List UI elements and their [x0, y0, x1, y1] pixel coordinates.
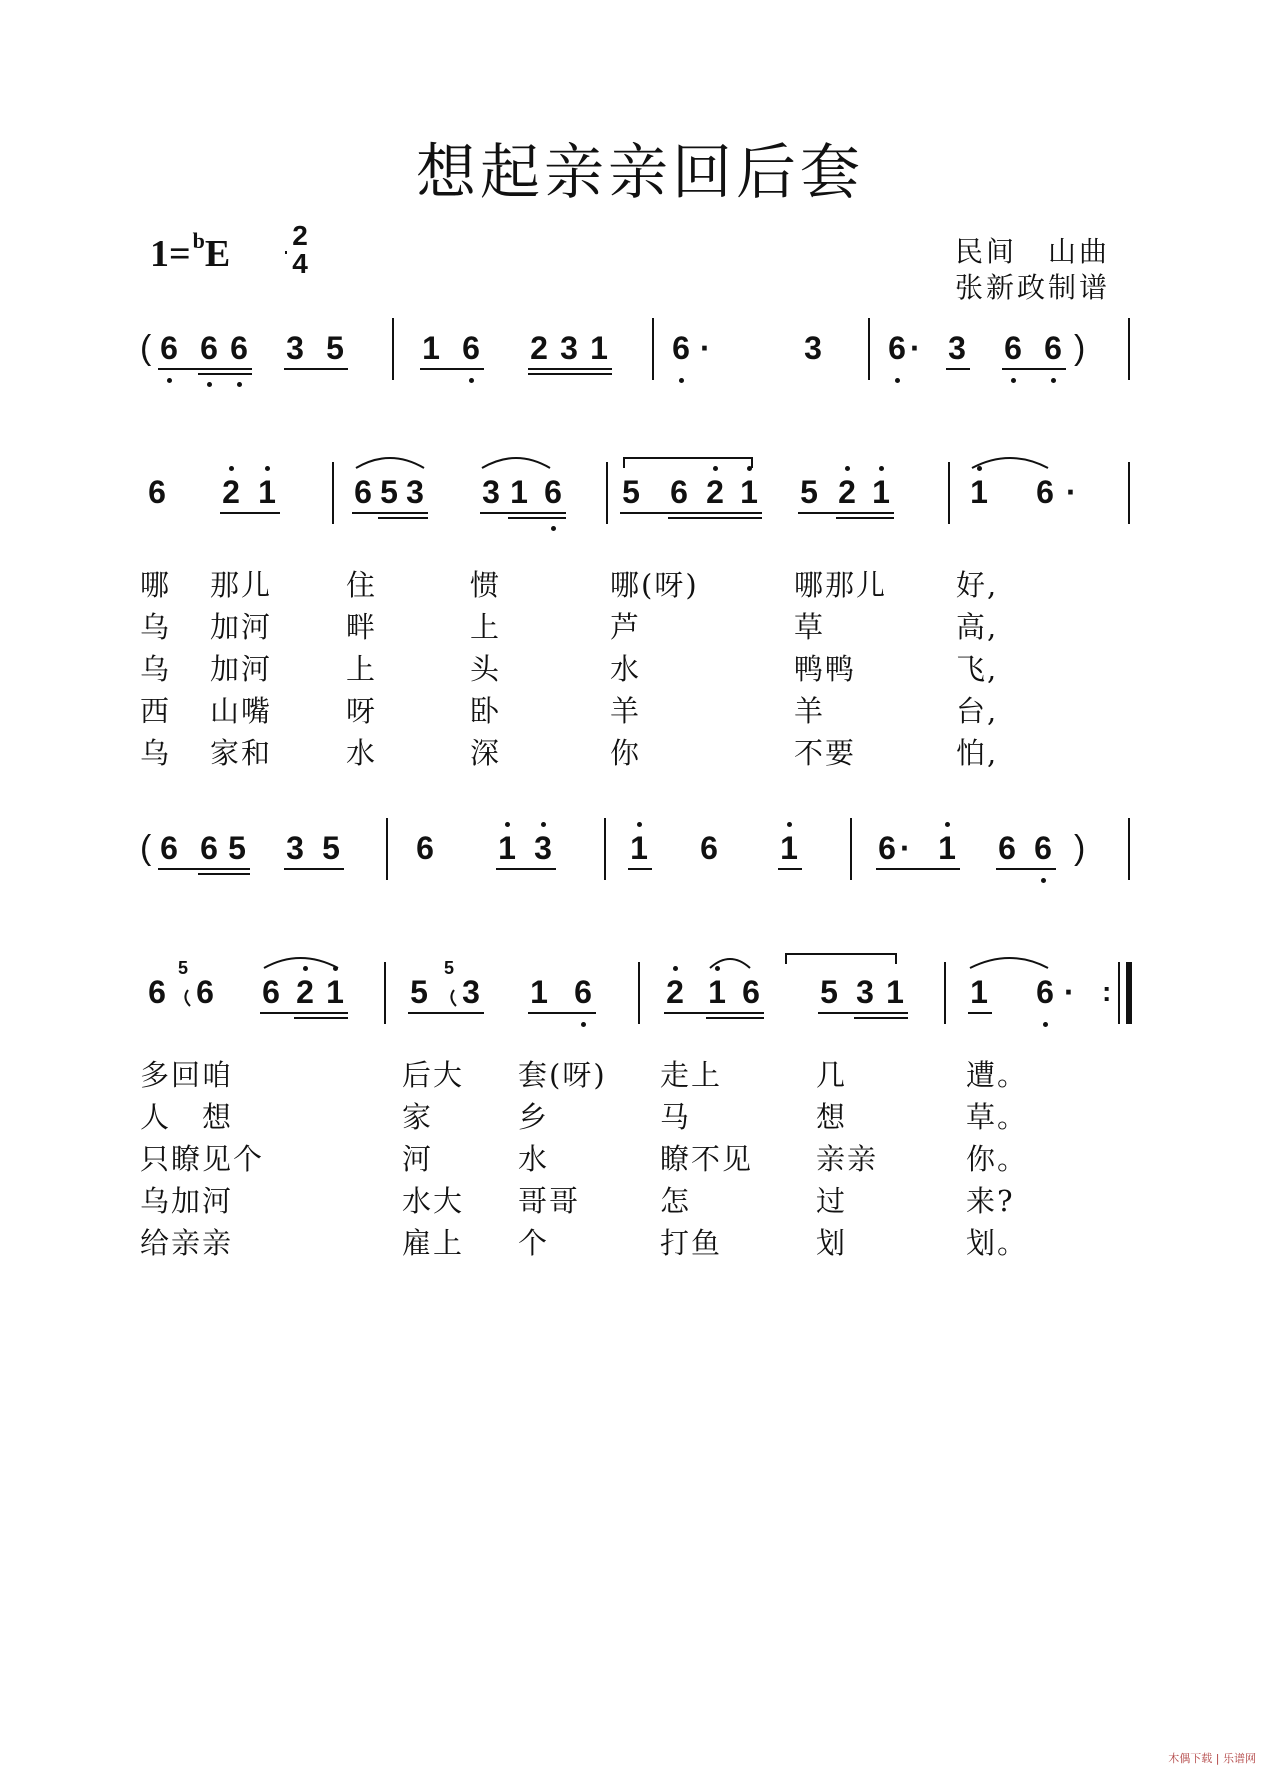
- note: 6: [878, 830, 896, 866]
- grace-note: 5: [178, 958, 189, 978]
- lyric-word: 多回咱: [140, 1058, 234, 1092]
- lyric-word: 惯: [470, 568, 502, 602]
- note: 3: [560, 330, 578, 366]
- note: 5: [322, 830, 340, 866]
- lyric-word: 好,: [956, 568, 999, 602]
- note: 1: [498, 830, 516, 866]
- lyric-word: 那儿: [210, 568, 273, 602]
- lyric-word: 羊: [794, 694, 826, 728]
- lyric-word: 乡: [518, 1100, 550, 1134]
- lyric-word: 山嘴: [210, 694, 273, 728]
- note: 6: [700, 830, 718, 866]
- lyric-word: 乌加河: [140, 1184, 234, 1218]
- note: 1: [970, 974, 988, 1010]
- note: 6: [1036, 974, 1054, 1010]
- lyric-word: 飞,: [956, 652, 999, 686]
- note: 1: [970, 474, 988, 510]
- lyric-word: 头: [470, 652, 502, 686]
- lyric-word: 上: [470, 610, 502, 644]
- slur: [972, 458, 1048, 468]
- note: 1: [780, 830, 798, 866]
- note: 6: [998, 830, 1016, 866]
- note: 6: [262, 974, 280, 1010]
- note: 6: [888, 330, 906, 366]
- note: 5: [228, 830, 246, 866]
- lyric-word: 遭。: [966, 1058, 1029, 1092]
- lyric-word: 你: [610, 736, 642, 770]
- slur: [482, 458, 550, 468]
- grace-slur: [451, 990, 456, 1006]
- lyric-word: 个: [518, 1226, 550, 1260]
- note: 3: [534, 830, 552, 866]
- lyric-word: 乌: [140, 610, 172, 644]
- note: 5: [622, 474, 640, 510]
- augmentation-dot: ·: [900, 830, 911, 866]
- note: 6: [160, 330, 178, 366]
- lyric-word: 不要: [794, 736, 857, 770]
- lyric-word: 草: [794, 610, 826, 644]
- note: 6: [196, 974, 214, 1010]
- lyric-word: 打鱼: [660, 1226, 723, 1260]
- key-prefix: 1=: [150, 233, 191, 275]
- lyric-word: 马: [660, 1100, 692, 1134]
- slur: [624, 458, 752, 468]
- lyric-word: 来?: [966, 1184, 1015, 1218]
- note: 6: [574, 974, 592, 1010]
- lyric-word: 住: [346, 568, 378, 602]
- augmentation-dot: ·: [700, 330, 711, 366]
- credit-source: 民间 山曲: [954, 235, 1110, 268]
- lyric-word: 西: [140, 694, 172, 728]
- note: 1: [872, 474, 890, 510]
- note: 1: [530, 974, 548, 1010]
- note: 6: [230, 330, 248, 366]
- note: 2: [296, 974, 314, 1010]
- lyric-word: 台,: [956, 694, 999, 728]
- note: 1: [258, 474, 276, 510]
- lyric-word: 呀: [346, 694, 378, 728]
- note: 6: [200, 830, 218, 866]
- lyric-word: 哪: [140, 568, 172, 602]
- lyric-word: 高,: [956, 610, 999, 644]
- lyric-word: 哪(呀): [610, 568, 699, 602]
- note: 3: [948, 330, 966, 366]
- lyric-word: 只瞭见个: [140, 1142, 265, 1176]
- lyric-word: 羊: [610, 694, 642, 728]
- lyric-word: 想: [816, 1100, 848, 1134]
- key-note: E: [204, 233, 231, 275]
- lyric-word: 家和: [210, 736, 273, 770]
- flat-sign: b: [192, 228, 205, 253]
- lyric-word: 走上: [660, 1058, 723, 1092]
- lyric-word: 草。: [966, 1100, 1029, 1134]
- note: 1: [740, 474, 758, 510]
- lyric-word: 划。: [966, 1226, 1029, 1260]
- close-paren: ): [1074, 829, 1086, 867]
- note: 6: [148, 474, 166, 510]
- lyric-word: 水大: [402, 1184, 465, 1218]
- lyric-word: 怎: [660, 1184, 692, 1218]
- note: 6: [416, 830, 434, 866]
- note: 5: [800, 474, 818, 510]
- lyric-word: 怕,: [956, 736, 999, 770]
- note: 5: [820, 974, 838, 1010]
- lyric-word: 套(呀): [518, 1058, 607, 1092]
- watermark: 木偶下载 | 乐谱网: [1168, 1752, 1256, 1765]
- note: 6: [462, 330, 480, 366]
- note: 3: [286, 830, 304, 866]
- lyric-word: 乌: [140, 736, 172, 770]
- credit-arranger: 张新政制谱: [954, 271, 1110, 304]
- note: 3: [856, 974, 874, 1010]
- note: 5: [410, 974, 428, 1010]
- note: 6: [200, 330, 218, 366]
- page-title: 想起亲亲回后套: [416, 138, 864, 208]
- note: 3: [462, 974, 480, 1010]
- note: 3: [482, 474, 500, 510]
- lyric-word: 上: [346, 652, 378, 686]
- lyric-word: 卧: [470, 694, 502, 728]
- time-signature-top: 2: [292, 220, 308, 251]
- lyric-word: 水: [518, 1142, 550, 1176]
- lyric-word: 加河: [210, 610, 273, 644]
- lyric-word: 芦: [610, 610, 642, 644]
- note: 6: [670, 474, 688, 510]
- note: 6: [672, 330, 690, 366]
- note: 3: [406, 474, 424, 510]
- grace-note: 5: [444, 958, 455, 978]
- lyric-word: 人 想: [140, 1100, 234, 1134]
- note: 2: [530, 330, 548, 366]
- note: 6: [742, 974, 760, 1010]
- lyric-word: 水: [346, 736, 378, 770]
- note: 2: [706, 474, 724, 510]
- note: 3: [804, 330, 822, 366]
- note: 1: [510, 474, 528, 510]
- slur: [264, 958, 338, 968]
- time-signature-bottom: 4: [292, 248, 308, 279]
- note: 2: [666, 974, 684, 1010]
- note: 6: [1044, 330, 1062, 366]
- open-paren: (: [140, 329, 152, 367]
- note: 6: [148, 974, 166, 1010]
- augmentation-dot: ·: [910, 330, 921, 366]
- lyric-word: 哪那儿: [794, 568, 888, 602]
- lyric-word: 畔: [346, 610, 378, 644]
- open-paren: (: [140, 829, 152, 867]
- slur: [970, 958, 1048, 968]
- lyric-word: 几: [816, 1058, 848, 1092]
- lyric-word: 过: [816, 1184, 848, 1218]
- note: 6: [354, 474, 372, 510]
- lyric-word: 后大: [402, 1058, 465, 1092]
- lyric-word: 给亲亲: [140, 1226, 234, 1260]
- lyric-word: 深: [470, 736, 502, 770]
- note: 6: [1004, 330, 1022, 366]
- note: 6: [1034, 830, 1052, 866]
- note: 6: [544, 474, 562, 510]
- note: 1: [938, 830, 956, 866]
- lyric-word: 亲亲: [816, 1142, 879, 1176]
- note: 2: [222, 474, 240, 510]
- note: 6: [160, 830, 178, 866]
- note: 6: [1036, 474, 1054, 510]
- lyric-word: 加河: [210, 652, 273, 686]
- lyric-word: 你。: [966, 1142, 1029, 1176]
- lyric-word: 河: [402, 1142, 434, 1176]
- repeat-dots: :: [1102, 976, 1112, 1007]
- slur: [356, 458, 424, 468]
- slur: [786, 954, 896, 964]
- lyric-word: 乌: [140, 652, 172, 686]
- grace-slur: [185, 990, 190, 1006]
- note: 1: [326, 974, 344, 1010]
- note: 1: [630, 830, 648, 866]
- slur: [710, 959, 750, 968]
- lyric-word: 哥哥: [518, 1184, 581, 1218]
- augmentation-dot: ·: [1066, 474, 1077, 510]
- augmentation-dot: ·: [1064, 974, 1075, 1010]
- close-paren: ): [1074, 329, 1086, 367]
- lyric-word: 雇上: [402, 1226, 465, 1260]
- note: 5: [326, 330, 344, 366]
- note: 1: [422, 330, 440, 366]
- note: 1: [590, 330, 608, 366]
- note: 1: [886, 974, 904, 1010]
- lyric-word: 瞭不见: [660, 1142, 754, 1176]
- note: 5: [380, 474, 398, 510]
- note: 1: [708, 974, 726, 1010]
- note: 3: [286, 330, 304, 366]
- lyric-word: 家: [402, 1100, 434, 1134]
- lyric-word: 鸭鸭: [794, 652, 857, 686]
- lyric-word: 划: [816, 1226, 848, 1260]
- note: 2: [838, 474, 856, 510]
- lyric-word: 水: [610, 652, 642, 686]
